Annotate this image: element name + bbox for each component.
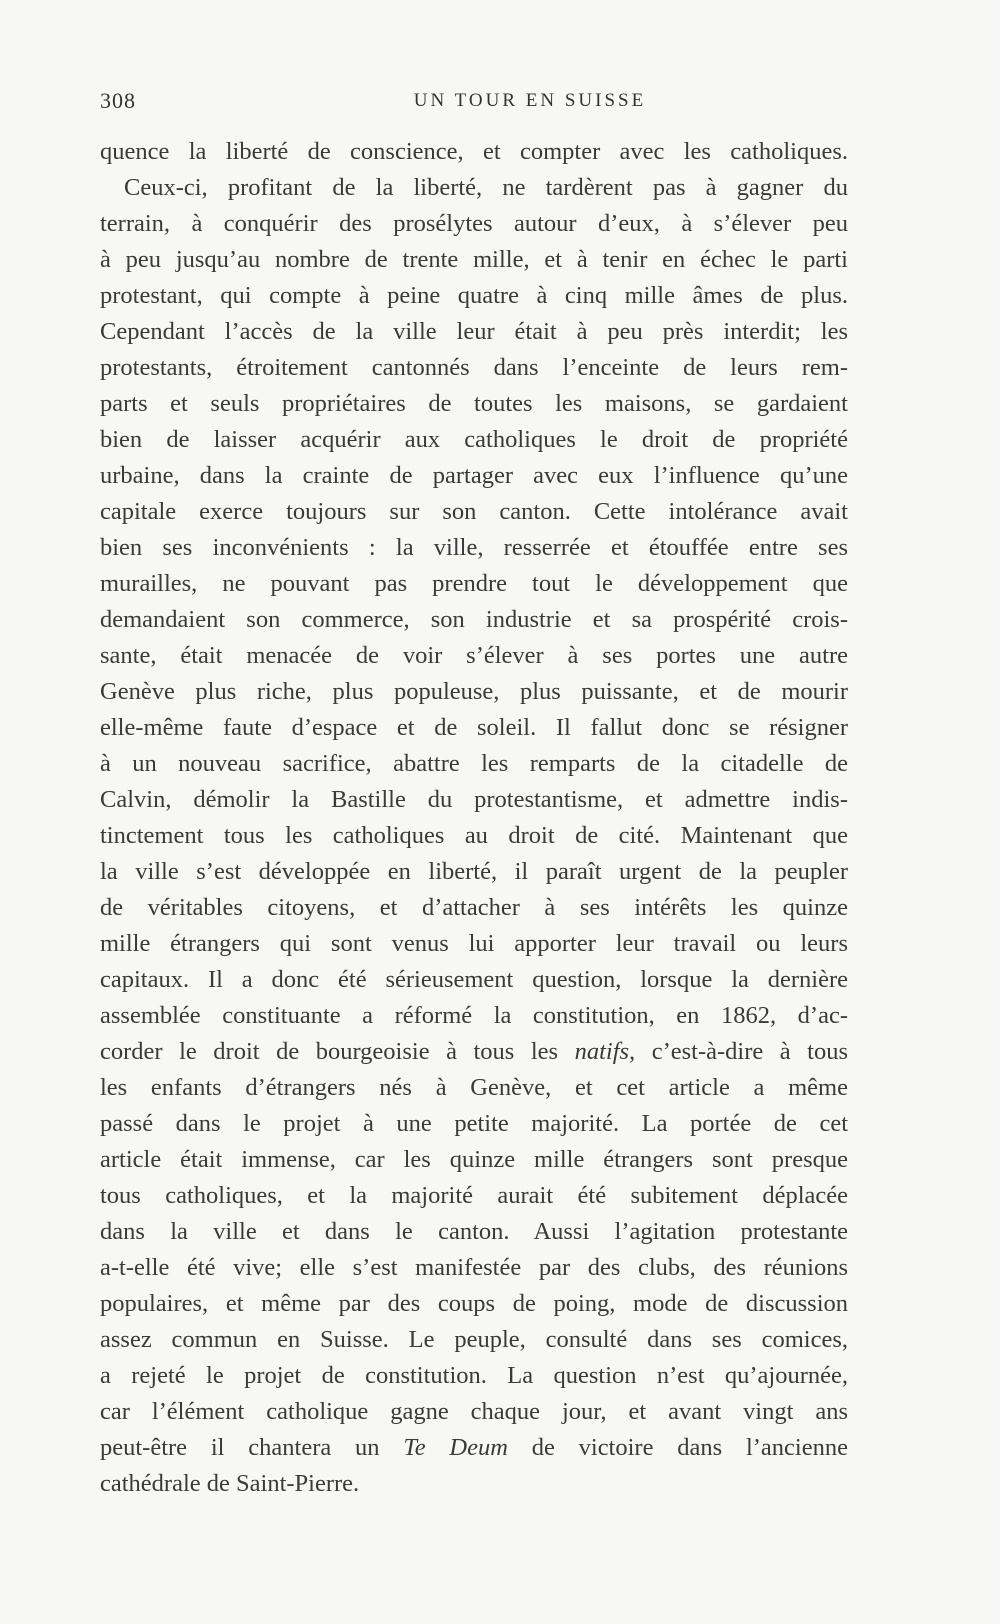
text-line: protestants, étroitement cantonnés dans l’enceinte de leurs rem- xyxy=(100,354,848,381)
text-run: c’est-à-dire à tous xyxy=(635,1038,848,1065)
text-line: quence la liberté de conscience, et compter avec les catholiques. xyxy=(100,138,848,165)
text-line: à peu jusqu’au nombre de trente mille, et à tenir en échec le parti xyxy=(100,246,848,273)
text-line: assez commun en Suisse. Le peuple, consulté dans ses comices, xyxy=(100,1326,848,1353)
running-head xyxy=(100,88,848,120)
text-run: corder le droit de bourgeoisie à tous les xyxy=(100,1038,575,1065)
text-line: sante, était menacée de voir s’élever à ses portes une autre xyxy=(100,642,848,669)
text-line: urbaine, dans la crainte de partager avec eux l’influence qu’une xyxy=(100,462,848,489)
text-line: tinctement tous les catholiques au droit de cité. Maintenant que xyxy=(100,822,848,849)
text-line: Genève plus riche, plus populeuse, plus puissante, et de mourir xyxy=(100,678,848,705)
text-line: Calvin, démolir la Bastille du protestantisme, et admettre indis- xyxy=(100,786,848,813)
text-line: bien ses inconvénients : la ville, resserrée et étouffée entre ses xyxy=(100,534,848,561)
text-line: a rejeté le projet de constitution. La question n’est qu’ajournée, xyxy=(100,1362,848,1389)
text-line: populaires, et même par des coups de poing, mode de discussion xyxy=(100,1290,848,1317)
text-line: bien de laisser acquérir aux catholiques le droit de propriété xyxy=(100,426,848,453)
text-line: la ville s’est développée en liberté, il paraît urgent de la peupler xyxy=(100,858,848,885)
italic-word: natifs, xyxy=(574,1038,636,1065)
text-run: peut-être il chantera un xyxy=(100,1434,404,1461)
text-line: Ceux-ci, profitant de la liberté, ne tardèrent pas à gagner du xyxy=(124,174,848,201)
text-line: capitaux. Il a donc été sérieusement question, lorsque la dernière xyxy=(100,966,848,993)
italic-phrase: Te Deum xyxy=(403,1434,508,1461)
text-line xyxy=(100,1430,848,1466)
text-line xyxy=(100,1034,848,1070)
page-number: 308 xyxy=(100,88,136,113)
text-line: les enfants d’étrangers nés à Genève, et cet article a même xyxy=(100,1074,848,1101)
text-line: elle-même faute d’espace et de soleil. Il fallut donc se résigner xyxy=(100,714,848,741)
text-line: Cependant l’accès de la ville leur était à peu près interdit; les xyxy=(100,318,848,345)
text-line: mille étrangers qui sont venus lui apporter leur travail ou leurs xyxy=(100,930,848,957)
text-line: à un nouveau sacrifice, abattre les remparts de la citadelle de xyxy=(100,750,848,777)
body-text xyxy=(100,134,848,1502)
text-line: de véritables citoyens, et d’attacher à ses intérêts les quinze xyxy=(100,894,848,921)
text-line: parts et seuls propriétaires de toutes les maisons, se gardaient xyxy=(100,390,848,417)
text-line: article était immense, car les quinze mille étrangers sont presque xyxy=(100,1146,848,1173)
text-line: tous catholiques, et la majorité aurait été subitement déplacée xyxy=(100,1182,848,1209)
text-line: a-t-elle été vive; elle s’est manifestée par des clubs, des réunions xyxy=(100,1254,848,1281)
text-line: passé dans le projet à une petite majorité. La portée de cet xyxy=(100,1110,848,1137)
text-line: protestant, qui compte à peine quatre à cinq mille âmes de plus. xyxy=(100,282,848,309)
running-title: UN TOUR EN SUISSE xyxy=(413,90,647,111)
text-line: cathédrale de Saint-Pierre. xyxy=(100,1470,360,1497)
text-line: demandaient son commerce, son industrie et sa prospérité crois- xyxy=(100,606,848,633)
text-line: murailles, ne pouvant pas prendre tout le développement que xyxy=(100,570,848,597)
text-line: terrain, à conquérir des prosélytes autour d’eux, à s’élever peu xyxy=(100,210,848,237)
text-line: assemblée constituante a réformé la constitution, en 1862, d’ac- xyxy=(100,1002,848,1029)
text-run: de victoire dans l’ancienne xyxy=(507,1434,848,1461)
text-line: capitale exerce toujours sur son canton. Cette intolérance avait xyxy=(100,498,848,525)
text-line: dans la ville et dans le canton. Aussi l’agitation protestante xyxy=(100,1218,848,1245)
text-line: car l’élément catholique gagne chaque jour, et avant vingt ans xyxy=(100,1398,848,1425)
